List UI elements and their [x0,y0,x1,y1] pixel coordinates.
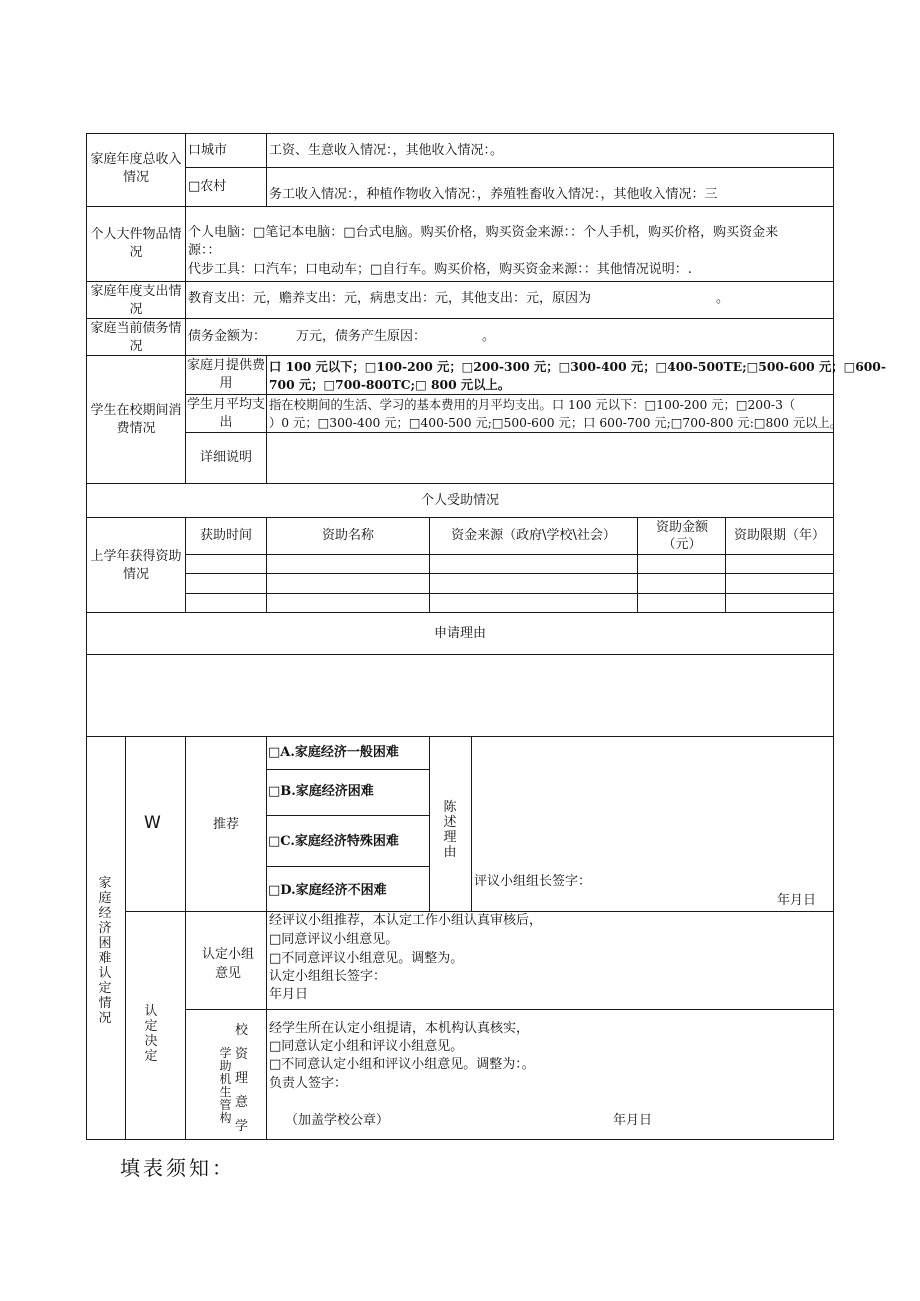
option-c-checkbox[interactable]: □C.家庭经济特殊困难 [268,834,399,849]
decision-label: 认定决定 [144,1004,158,1064]
income-label: 家庭年度总收入情况 [90,152,182,185]
agency-date: 年月日 [613,1113,653,1128]
recommend-date: 年月日 [777,893,817,908]
fill-notice-title: 填表须知： [120,1156,235,1180]
agency-label-col-1: 学助机生管构 [219,1046,232,1125]
debt-reason-label: 万元，债务产生原因： [296,329,427,344]
family-monthly-line-2: 700 元；□700-800TC;□ 800 元以上。 [269,377,511,392]
committee-disagree-checkbox[interactable]: □不同意评议小组意见。调整为。 [269,951,464,966]
debt-text-end: 。 [482,329,496,344]
rural-income-text: 务工收入情况：，种植作物收入情况：，养殖牲畜收入情况：，其他收入情况：三 [269,187,718,202]
aid-header-period: 资助限期（年） [733,528,825,543]
expense-label: 家庭年度支出情况 [90,284,182,317]
expense-text: 教育支出：元，赡养支出：元，病患支出：元，其他支出：元，原因为 [188,291,592,306]
assessment-vertical-label: 家庭经济困难认定情况 [98,876,112,1026]
assets-label: 个人大件物品情况 [90,227,182,260]
option-a-checkbox[interactable]: □A.家庭经济一般困难 [268,745,399,760]
school-seal: （加盖学校公章） [285,1113,390,1128]
student-monthly-label: 学生月平均支出 [186,397,265,430]
committee-label: 认定小组意见 [201,947,254,981]
committee-line-1: 经评议小组推荐，本认定工作小组认真审核后， [269,913,543,928]
option-d-checkbox[interactable]: □D.家庭经济不困难 [268,883,387,898]
committee-leader-sign: 认定小组组长签字： [269,969,387,984]
aid-section-title: 个人受助情况 [420,493,499,508]
option-b-checkbox[interactable]: □B.家庭经济困难 [268,784,374,799]
agency-label-col-2: 校资理意学 [234,1023,248,1134]
committee-date: 年月日 [269,987,309,1002]
statement-label: 陈述理由 [443,800,457,860]
city-checkbox[interactable]: 口城市 [188,143,228,158]
aid-header-name: 资助名称 [321,528,374,543]
w-mark: W [144,813,161,833]
city-income-text: 工资、生意收入情况：，其他收入情况：。 [269,143,504,158]
debt-amount-label: 债务金额为： [188,329,267,344]
student-monthly-line-2: ）0 元；□300-400 元；□400-500 元;□500-600 元；口 600-700 元;□700-800 元:□800 元以上。 [269,416,843,430]
aid-header-amount: 资助金额（元） [655,520,708,552]
aid-label: 上学年获得资助情况 [90,549,182,582]
group-leader-sign: 评议小组组长签字： [474,874,592,889]
committee-agree-checkbox[interactable]: □同意评议小组意见。 [269,932,399,947]
agency-agree-checkbox[interactable]: □同意认定小组和评议小组意见。 [269,1039,464,1054]
agency-line-1: 经学生所在认定小组提请，本机构认真核实， [269,1021,530,1036]
detail-label: 详细说明 [199,450,252,465]
family-monthly-line-1: 口 100 元以下；□100-200 元；□200-300 元；□300-400 元；□400-500TE;□500-600 元；□600- [269,359,886,374]
assets-line-2: 源：： [188,243,221,258]
recommend-label: 推荐 [212,817,239,832]
agency-leader-sign: 负责人签字： [269,1076,348,1091]
rural-checkbox[interactable]: □农村 [188,179,227,194]
agency-disagree-checkbox[interactable]: □不同意认定小组和评议小组意见。调整为：。 [269,1057,535,1072]
reason-section-title: 申请理由 [433,626,486,641]
assets-line-3: 代步工具：口汽车；口电动车；□自行车。购买价格，购买资金来源：：其他情况说明：. [188,262,692,277]
assets-line-1: 个人电脑：□笔记本电脑：□台式电脑。购买价格，购买资金来源：：个人手机，购买价格，购买资金来 [188,225,779,240]
debt-label: 家庭当前债务情况 [90,321,182,354]
aid-header-time: 获助时间 [199,528,252,543]
school-spend-label: 学生在校期间消费情况 [90,403,182,436]
family-monthly-label: 家庭月提供费用 [186,358,265,391]
student-monthly-line-1: 指在校期间的生活、学习的基本费用的月平均支出。口 100 元以下：□100-200 元；□200-3（ [269,398,796,412]
expense-text-end: 。 [716,291,730,306]
aid-header-source: 资金来源（政府\学校\社会） [451,528,616,543]
